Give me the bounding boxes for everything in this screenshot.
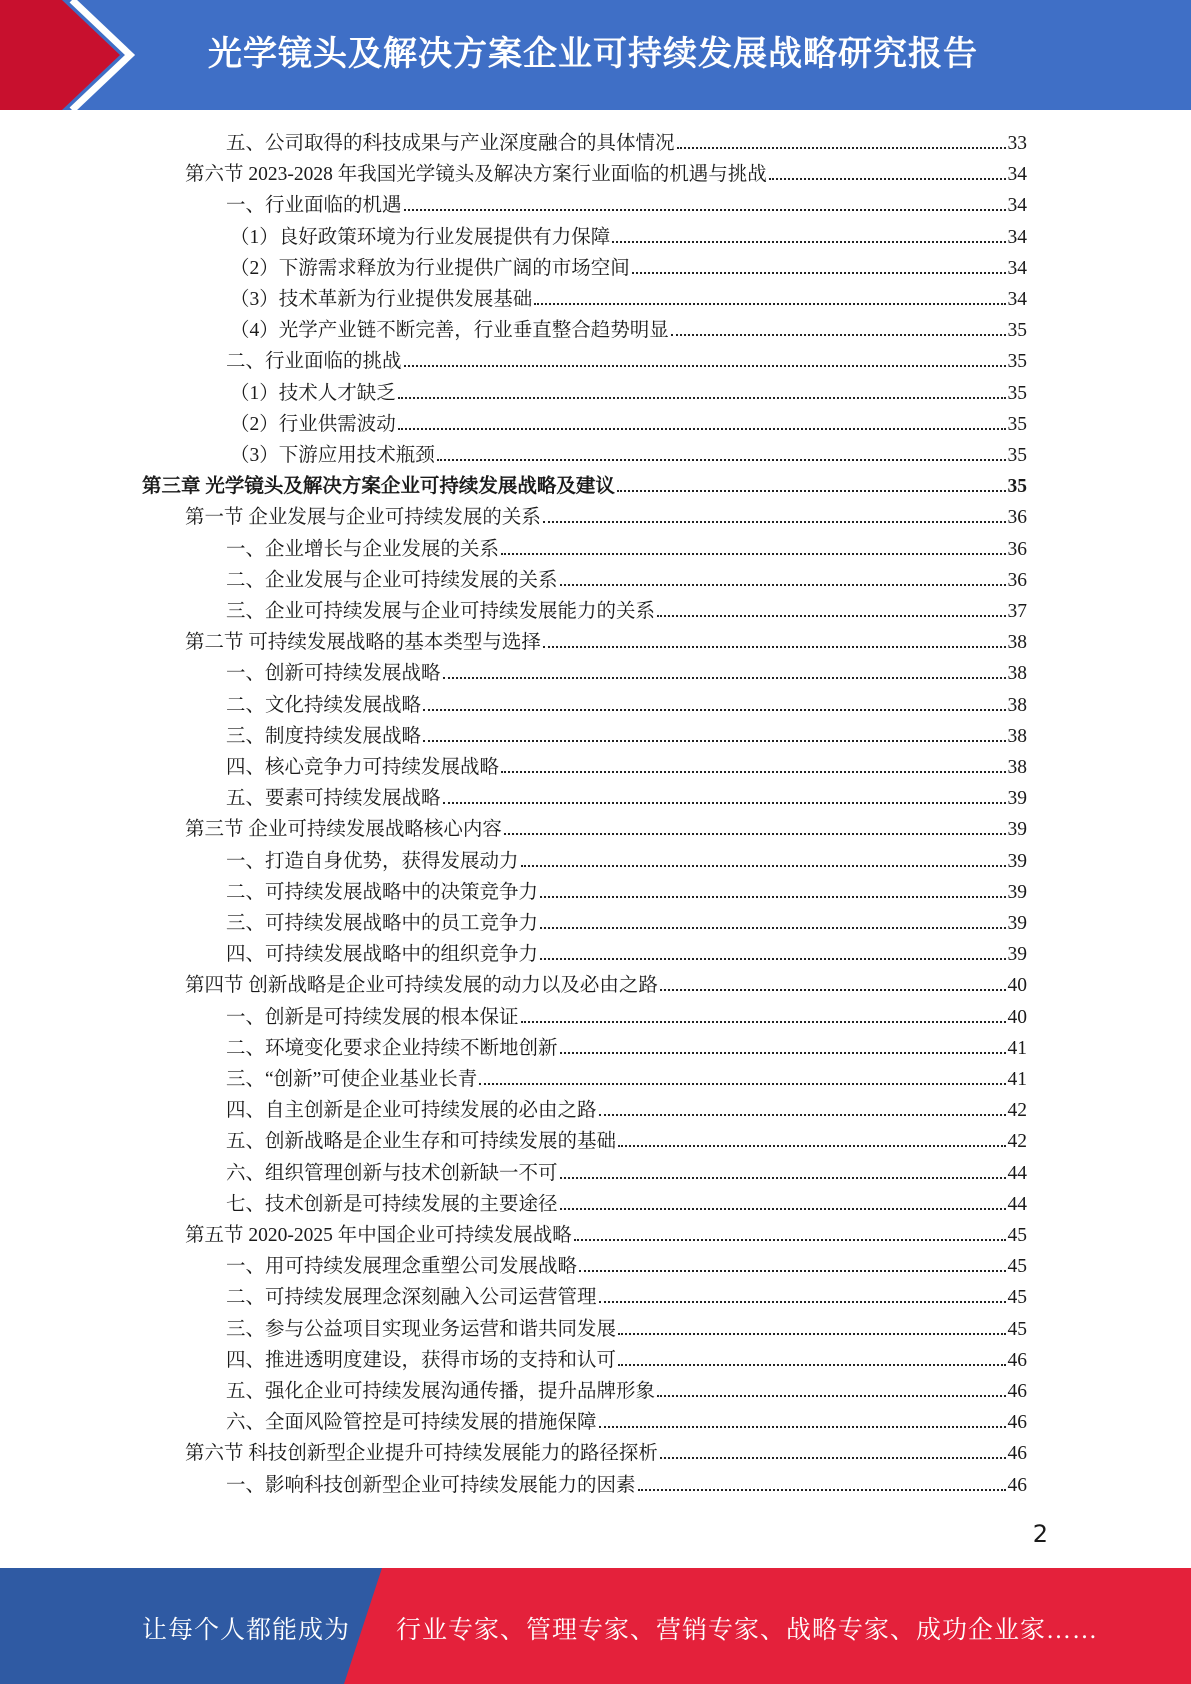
toc-entry[interactable] [230, 378, 1027, 409]
toc-entry-page: 35 [1007, 320, 1027, 342]
toc-entry-label: 四、自主创新是企业可持续发展的必由之路 [226, 1100, 597, 1122]
dot-leader [398, 378, 1006, 399]
toc-entry[interactable] [226, 1189, 1027, 1220]
toc-entry-label: 第六节 科技创新型企业提升可持续发展能力的路径探析 [185, 1443, 658, 1465]
toc-entry[interactable] [185, 1220, 1027, 1251]
toc-entry-page: 46 [1007, 1474, 1027, 1496]
dot-leader [501, 534, 1005, 555]
toc-entry[interactable] [185, 970, 1027, 1001]
toc-entry-label: （2）行业供需波动 [230, 413, 396, 435]
toc-entry-page: 34 [1007, 289, 1027, 310]
dot-leader [660, 970, 1006, 991]
toc-entry-page: 34 [1007, 226, 1027, 248]
toc-entry-label: 六、全面风险管控是可持续发展的措施保障 [226, 1412, 597, 1434]
toc-entry-label: 第一节 企业发展与企业可持续发展的关系 [185, 507, 541, 529]
toc-entry[interactable] [226, 128, 1027, 159]
dot-leader [540, 877, 1005, 898]
dot-leader [560, 565, 1006, 586]
dot-leader [632, 253, 1006, 274]
toc-entry-page: 46 [1007, 1412, 1027, 1434]
toc-entry-page: 35 [1007, 351, 1027, 373]
dot-leader [657, 1376, 1005, 1397]
dot-leader [574, 1220, 1006, 1241]
toc-entry-page: 36 [1007, 507, 1027, 529]
dot-leader [677, 128, 1006, 149]
toc-entry-page: 46 [1007, 1443, 1027, 1465]
toc-entry-label: 三、企业可持续发展与企业可持续发展能力的关系 [226, 601, 656, 622]
toc-entry[interactable] [226, 1002, 1027, 1033]
dot-leader [501, 752, 1005, 773]
toc-entry-label: 二、可持续发展理念深刻融入公司运营管理 [226, 1287, 597, 1309]
toc-entry[interactable] [230, 284, 1027, 315]
dot-leader [560, 1033, 1006, 1054]
toc-entry-page: 37 [1007, 601, 1027, 622]
toc-entry-label: 三、可持续发展战略中的员工竞争力 [226, 913, 539, 934]
toc-entry[interactable] [226, 1470, 1027, 1501]
toc-entry[interactable] [226, 1033, 1027, 1064]
toc-entry[interactable] [230, 315, 1027, 346]
toc-entry[interactable] [226, 190, 1027, 221]
toc-entry-label: 五、创新战略是企业生存和可持续发展的基础 [226, 1131, 617, 1153]
toc-entry-page: 39 [1007, 788, 1027, 810]
toc-entry-page: 45 [1007, 1225, 1027, 1246]
toc-entry-page: 40 [1007, 1006, 1027, 1028]
toc-entry[interactable] [226, 939, 1027, 970]
toc-entry[interactable] [226, 690, 1027, 721]
toc-entry-label: （1）良好政策环境为行业发展提供有力保障 [230, 226, 611, 248]
footer-slogan-left: 让每个人都能成为 [142, 1617, 351, 1644]
toc-entry[interactable] [226, 1064, 1027, 1095]
toc-entry[interactable] [185, 814, 1027, 845]
toc-entry-page: 36 [1007, 569, 1027, 591]
toc-entry[interactable] [226, 1407, 1027, 1438]
toc-entry[interactable] [226, 1282, 1027, 1313]
dot-leader [599, 1282, 1006, 1303]
toc-entry-label: 一、创新是可持续发展的根本保证 [226, 1006, 519, 1028]
toc-entry[interactable] [226, 908, 1027, 939]
toc-entry-page: 45 [1007, 1256, 1027, 1278]
toc-entry-label: 一、用可持续发展理念重塑公司发展战略 [226, 1256, 578, 1278]
toc-entry-label: 第五节 2020-2025 年中国企业可持续发展战略 [185, 1225, 572, 1246]
dot-leader [617, 471, 1006, 492]
toc-entry[interactable] [230, 222, 1027, 253]
toc-entry-label: 五、公司取得的科技成果与产业深度融合的具体情况 [226, 133, 675, 154]
dot-leader [560, 1189, 1006, 1210]
toc-entry[interactable] [185, 1438, 1027, 1469]
toc-entry[interactable] [226, 1314, 1027, 1345]
toc-entry[interactable] [226, 565, 1027, 596]
toc-entry-label: 第三章 光学镜头及解决方案企业可持续发展战略及建议 [142, 476, 615, 498]
toc-entry-label: 一、影响科技创新型企业可持续发展能力的因素 [226, 1474, 636, 1496]
toc-entry[interactable] [185, 502, 1027, 533]
dot-leader [540, 939, 1005, 960]
dot-leader [543, 502, 1006, 523]
dot-leader [660, 1438, 1006, 1459]
toc-entry-page: 35 [1007, 445, 1027, 466]
toc-entry-page: 42 [1007, 1131, 1027, 1153]
dot-leader [398, 409, 1006, 430]
dot-leader [443, 783, 1006, 804]
toc-entry[interactable] [185, 627, 1027, 658]
toc-entry[interactable] [226, 1126, 1027, 1157]
dot-leader [404, 190, 1006, 211]
dot-leader [612, 222, 1005, 243]
toc-entry-label: 一、创新可持续发展战略 [226, 663, 441, 685]
toc-entry-page: 35 [1007, 413, 1027, 435]
toc-entry-label: 第二节 可持续发展战略的基本类型与选择 [185, 632, 541, 654]
toc-entry[interactable] [226, 596, 1027, 627]
page-header [0, 0, 1191, 110]
toc-entry-label: 第四节 创新战略是企业可持续发展的动力以及必由之路 [185, 975, 658, 997]
toc-entry-page: 39 [1007, 850, 1027, 872]
toc-entry[interactable] [226, 1376, 1027, 1407]
dot-leader [599, 1095, 1006, 1116]
dot-leader [423, 721, 1005, 742]
dot-leader [671, 315, 1006, 336]
toc-entry-label: （1）技术人才缺乏 [230, 382, 396, 404]
dot-leader [618, 1345, 1005, 1366]
toc-entry-label: 二、可持续发展战略中的决策竞争力 [226, 881, 539, 903]
dot-leader [638, 1470, 1006, 1491]
toc-entry-page: 33 [1007, 133, 1027, 154]
toc-entry-page: 39 [1007, 819, 1027, 841]
toc-entry-label: 五、要素可持续发展战略 [226, 788, 441, 810]
toc-entry-page: 45 [1007, 1287, 1027, 1309]
toc-entry-page: 34 [1007, 195, 1027, 217]
toc-entry[interactable] [226, 534, 1027, 565]
toc-entry[interactable] [230, 253, 1027, 284]
toc-entry-label: 第三节 企业可持续发展战略核心内容 [185, 819, 502, 841]
page-footer [0, 1568, 1191, 1684]
toc-entry[interactable] [226, 346, 1027, 377]
dot-leader [540, 908, 1005, 929]
dot-leader [479, 1064, 1005, 1085]
dot-leader [618, 1314, 1005, 1335]
toc-entry-label: 二、文化持续发展战略 [226, 694, 422, 716]
toc-entry[interactable] [226, 752, 1027, 783]
toc-entry-page: 39 [1007, 913, 1027, 934]
toc-entry[interactable] [185, 159, 1027, 190]
toc-entry-page: 35 [1007, 382, 1027, 404]
dot-leader [543, 627, 1006, 648]
dot-leader [560, 1158, 1006, 1179]
page-number: 2 [1032, 1520, 1048, 1548]
toc-entry-label: 二、行业面临的挑战 [226, 351, 402, 373]
toc-entry[interactable] [226, 846, 1027, 877]
toc-entry-page: 44 [1007, 1193, 1027, 1215]
toc-entry-label: 三、“创新”可使企业基业长青 [226, 1069, 478, 1090]
toc-entry-label: （3）下游应用技术瓶颈 [230, 445, 435, 466]
dot-leader [579, 1251, 1005, 1272]
toc-entry-label: 七、技术创新是可持续发展的主要途径 [226, 1193, 558, 1215]
toc-entry[interactable] [230, 409, 1027, 440]
toc-entry-label: 第六节 2023-2028 年我国光学镜头及解决方案行业面临的机遇与挑战 [185, 164, 767, 186]
dot-leader [521, 846, 1006, 867]
dot-leader [521, 1002, 1006, 1023]
toc-entry[interactable] [226, 721, 1027, 752]
toc-entry-label: （2）下游需求释放为行业提供广阔的市场空间 [230, 257, 630, 279]
toc-entry-label: 一、企业增长与企业发展的关系 [226, 538, 500, 560]
toc-entry-label: 二、环境变化要求企业持续不断地创新 [226, 1037, 558, 1059]
toc-entry[interactable] [226, 877, 1027, 908]
toc-entry-page: 34 [1007, 257, 1027, 279]
toc-entry-label: 三、参与公益项目实现业务运营和谐共同发展 [226, 1318, 617, 1340]
toc-entry-label: 六、组织管理创新与技术创新缺一不可 [226, 1162, 558, 1184]
toc-entry-page: 38 [1007, 725, 1027, 747]
toc-entry-page: 42 [1007, 1100, 1027, 1122]
toc-entry-label: （3）技术革新为行业提供发展基础 [230, 289, 533, 310]
toc-entry[interactable] [226, 1345, 1027, 1376]
toc-entry-page: 38 [1007, 663, 1027, 685]
toc-entry-page: 36 [1007, 538, 1027, 560]
header-arrow-decoration [0, 0, 140, 110]
dot-leader [504, 814, 1006, 835]
toc-entry-label: 五、强化企业可持续发展沟通传播，提升品牌形象 [226, 1381, 656, 1402]
toc-entry-page: 35 [1007, 476, 1027, 498]
dot-leader [437, 440, 1006, 461]
toc-entry[interactable] [226, 1251, 1027, 1282]
toc-entry-label: 一、打造自身优势，获得发展动力 [226, 850, 519, 872]
toc-entry[interactable] [230, 440, 1027, 471]
toc-entry-label: 四、可持续发展战略中的组织竞争力 [226, 944, 539, 966]
footer-slogan-right: 行业专家、管理专家、营销专家、战略专家、成功企业家…… [396, 1617, 1099, 1644]
toc-entry[interactable] [226, 658, 1027, 689]
dot-leader [423, 690, 1005, 711]
toc-entry-page: 39 [1007, 944, 1027, 966]
toc-entry-page: 41 [1007, 1037, 1027, 1059]
toc-entry-page: 38 [1007, 632, 1027, 654]
toc-entry-page: 41 [1007, 1069, 1027, 1090]
toc-entry-page: 45 [1007, 1318, 1027, 1340]
toc-entry-label: 四、核心竞争力可持续发展战略 [226, 757, 500, 778]
report-title: 光学镜头及解决方案企业可持续发展战略研究报告 [208, 34, 978, 74]
toc-entry-label: 一、行业面临的机遇 [226, 195, 402, 217]
toc-entry-page: 38 [1007, 694, 1027, 716]
dot-leader [769, 159, 1006, 180]
dot-leader [404, 346, 1006, 367]
dot-leader [657, 596, 1005, 617]
dot-leader [534, 284, 1005, 305]
toc-entry[interactable] [142, 471, 1027, 502]
toc-entry-page: 46 [1007, 1381, 1027, 1402]
toc-entry[interactable] [226, 1158, 1027, 1189]
toc-entry-page: 38 [1007, 757, 1027, 778]
toc-entry-page: 46 [1007, 1349, 1027, 1371]
dot-leader [599, 1407, 1006, 1428]
toc-entry-label: 二、企业发展与企业可持续发展的关系 [226, 569, 558, 591]
toc-entry-page: 44 [1007, 1162, 1027, 1184]
toc-entry[interactable] [226, 1095, 1027, 1126]
toc-entry-page: 40 [1007, 975, 1027, 997]
toc-entry[interactable] [226, 783, 1027, 814]
dot-leader [618, 1126, 1005, 1147]
toc-entry-page: 34 [1007, 164, 1027, 186]
toc-entry-label: 三、制度持续发展战略 [226, 725, 422, 747]
dot-leader [443, 658, 1006, 679]
toc-entry-label: 四、推进透明度建设，获得市场的支持和认可 [226, 1349, 617, 1371]
toc-entry-page: 39 [1007, 881, 1027, 903]
toc-entry-label: （4）光学产业链不断完善，行业垂直整合趋势明显 [230, 320, 669, 342]
